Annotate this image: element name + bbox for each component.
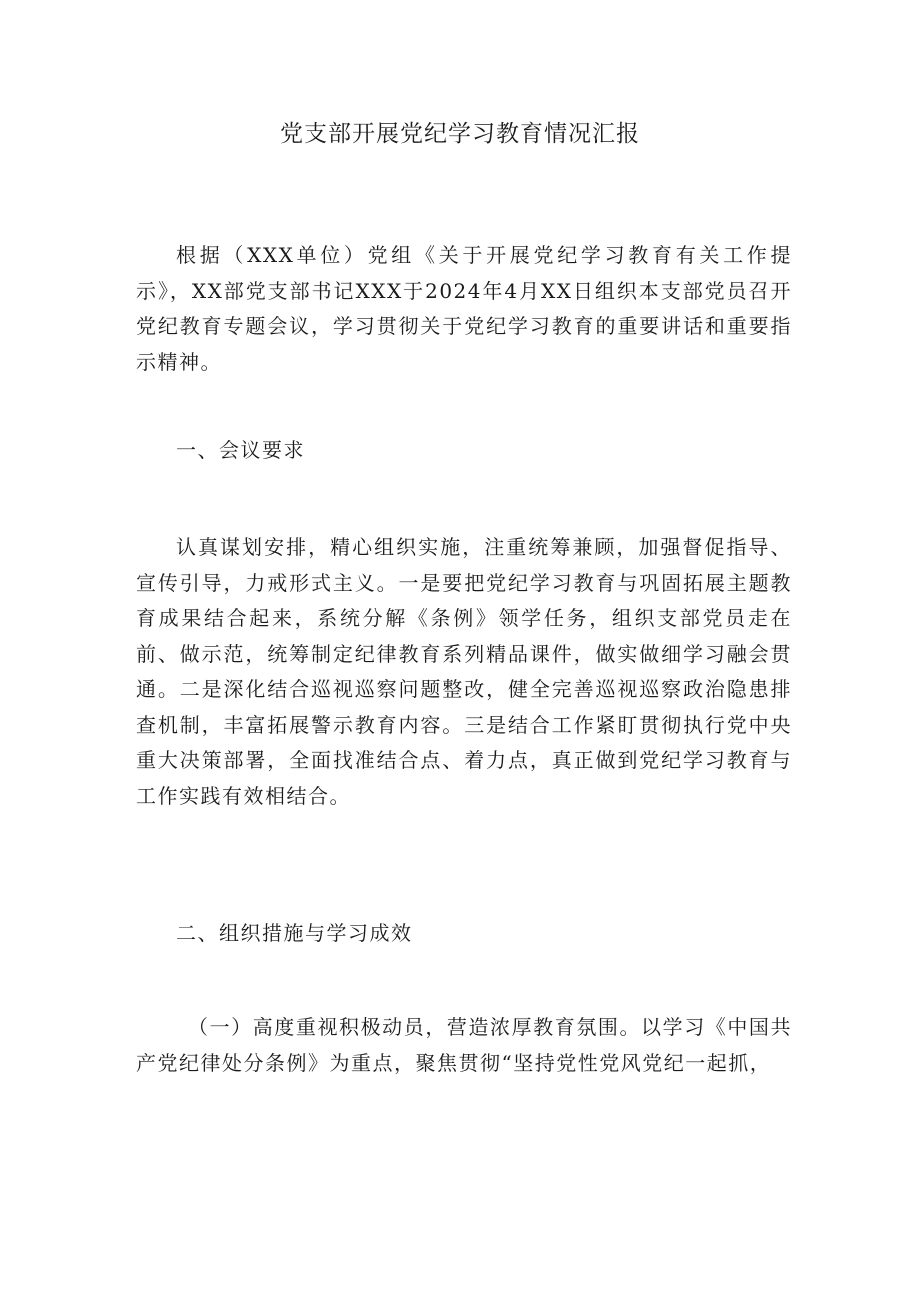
section-heading-meeting-requirements: 一、会议要求 bbox=[176, 438, 305, 462]
organization-measures-paragraph: （一）高度重视积极动员，营造浓厚教育氛围。以学习《中国共产党纪律处分条例》为重点，聚焦贯彻“坚持党性党风党纪一起抓， bbox=[136, 1015, 792, 1075]
section-heading-organization-measures: 二、组织措施与学习成效 bbox=[176, 921, 413, 945]
intro-paragraph: 根据（XXX单位）党组《关于开展党纪学习教育有关工作提示》，XX部党支部书记XXX于2024年4月XX日组织本支部党员召开党纪教育专题会议，学习贯彻关于党纪学习教育的重要讲话和重要指示精神。 bbox=[136, 243, 792, 374]
document-title: 党支部开展党纪学习教育情况汇报 bbox=[280, 121, 640, 147]
meeting-requirements-paragraph: 认真谋划安排，精心组织实施，注重统筹兼顾，加强督促指导、宣传引导，力戒形式主义。一是要把党纪学习教育与巩固拓展主题教育成果结合起来，系统分解《条例》领学任务，组织支部党员走在前、做示范，统筹制定纪律教育系列精品课件，做实做细学习融会贯通。二是深化结合巡视巡察问题整改，健全完善巡视巡察政治隐患排查机制，丰富拓展警示教育内容。三是结合工作紧盯贯彻执行党中央重大决策部署，全面找准结合点、着力点，真正做到党纪学习教育与工作实践有效相结合。 bbox=[136, 535, 792, 808]
